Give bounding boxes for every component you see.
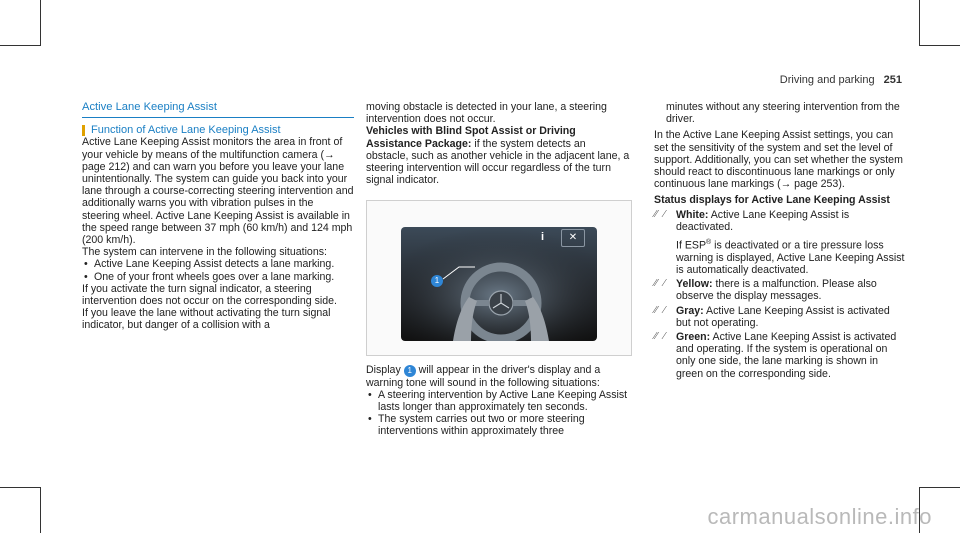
list-item: • The system carries out two or more steering interventions within approximately three xyxy=(368,413,585,438)
callout-badge-inline: 1 xyxy=(404,365,416,377)
watermark: carmanualsonline.info xyxy=(707,504,932,529)
lane-keeping-off-icon: ⁄⁄ ⁄ xyxy=(654,208,666,220)
bold-lead: Vehicles with Blind Spot Assist or Driving Assistance Package: xyxy=(366,125,576,150)
running-header xyxy=(780,74,902,86)
section-title: Driving and parking xyxy=(779,74,875,86)
driver-display-screen xyxy=(401,227,597,341)
paragraph: The system can intervene in the following situations: xyxy=(82,246,327,259)
lane-keeping-off-icon: ⁄⁄ ⁄ xyxy=(654,278,666,290)
page-number: 251 xyxy=(883,74,902,86)
paragraph: In the Active Lane Keeping Assist settings, you can set the sensitivity of the system and set the level of support. Additionally, you can set whether the system should react to discontinuous lane markings or only continuous lane markings (→ page 253). xyxy=(654,129,903,191)
heading-marker xyxy=(82,125,85,136)
crop-mark xyxy=(919,487,960,488)
status-item-green: ⁄⁄ ⁄ Green: Active Lane Keeping Assist is activated and operating. If the system is operational on only one side, the lane marking is shown in green on the corresponding side. xyxy=(654,330,897,380)
status-item-gray: ⁄⁄ ⁄ Gray: Active Lane Keeping Assist is activated but not operating. xyxy=(654,304,890,329)
close-icon: ✕ xyxy=(561,229,585,247)
info-icon: i xyxy=(541,231,545,244)
callout-badge: 1 xyxy=(431,275,443,287)
column-right xyxy=(654,101,906,380)
subsection-heading-text: Function of Active Lane Keeping Assist xyxy=(91,124,281,137)
paragraph: Active Lane Keeping Assist monitors the area in front of your vehicle by means of the multifunction camera (→ page 212) and can warn you before you leave your lane unintentionally. The system can guide you back into your lane through a course-correcting steering intervention and additionally warns you with vibration pulses in the steering wheel. Active Lane Keeping Assist is available in the speed range between 37 mph (60 km/h) and 124 mph (200 km/h). xyxy=(82,136,354,247)
list-item: • One of your front wheels goes over a lane marking. xyxy=(84,270,335,283)
lane-keeping-icon: ⁄⁄ ⁄ xyxy=(654,330,666,342)
status-item-yellow: ⁄⁄ ⁄ Yellow: there is a malfunction. Please also observe the display messages. xyxy=(654,278,877,303)
list-item: • Active Lane Keeping Assist detects a lane marking. xyxy=(84,258,335,271)
paragraph: If you leave the lane without activating the turn signal indicator, but danger of a collision with a xyxy=(82,307,331,332)
crop-mark xyxy=(40,487,41,533)
crop-mark xyxy=(0,487,41,488)
list-item: • A steering intervention by Active Lane Keeping Assist lasts longer than approximately ten seconds. xyxy=(368,388,628,414)
paragraph: moving obstacle is detected in your lane, a steering intervention does not occur. xyxy=(366,101,607,126)
bullet-list xyxy=(82,258,354,282)
crop-mark xyxy=(919,0,920,46)
column-left xyxy=(82,101,354,332)
crop-mark xyxy=(40,0,41,46)
subsection-heading xyxy=(82,124,354,136)
paragraph: minutes without any steering intervention from the driver. xyxy=(666,101,900,126)
lane-keeping-icon: ⁄⁄ ⁄ xyxy=(654,304,666,316)
column-middle xyxy=(366,101,630,438)
status-heading: Status displays for Active Lane Keeping Assist xyxy=(654,194,890,207)
crop-mark xyxy=(919,45,960,46)
paragraph: Vehicles with Blind Spot Assist or Driving Assistance Package: if the system detects an obstacle, such as another vehicle in the adjacent lane, a steering intervention will occur regardless of the turn signal indicator. xyxy=(366,125,630,187)
display-figure xyxy=(366,200,632,356)
status-item-white: ⁄⁄ ⁄ White: Active Lane Keeping Assist is deactivated. If ESP® is deactivated or a tire pressure loss warning is displayed, Active Lane Keeping Assist is automatically deactivated. xyxy=(654,208,905,276)
paragraph: If you activate the turn signal indicator, a steering intervention does not occur on the corresponding side. xyxy=(82,282,338,308)
bullet-list xyxy=(366,389,630,438)
crop-mark xyxy=(0,45,41,46)
paragraph: Display 1 will appear in the driver's display and a warning tone will sound in the following situations: xyxy=(366,364,601,389)
section-heading: Active Lane Keeping Assist xyxy=(82,101,354,118)
